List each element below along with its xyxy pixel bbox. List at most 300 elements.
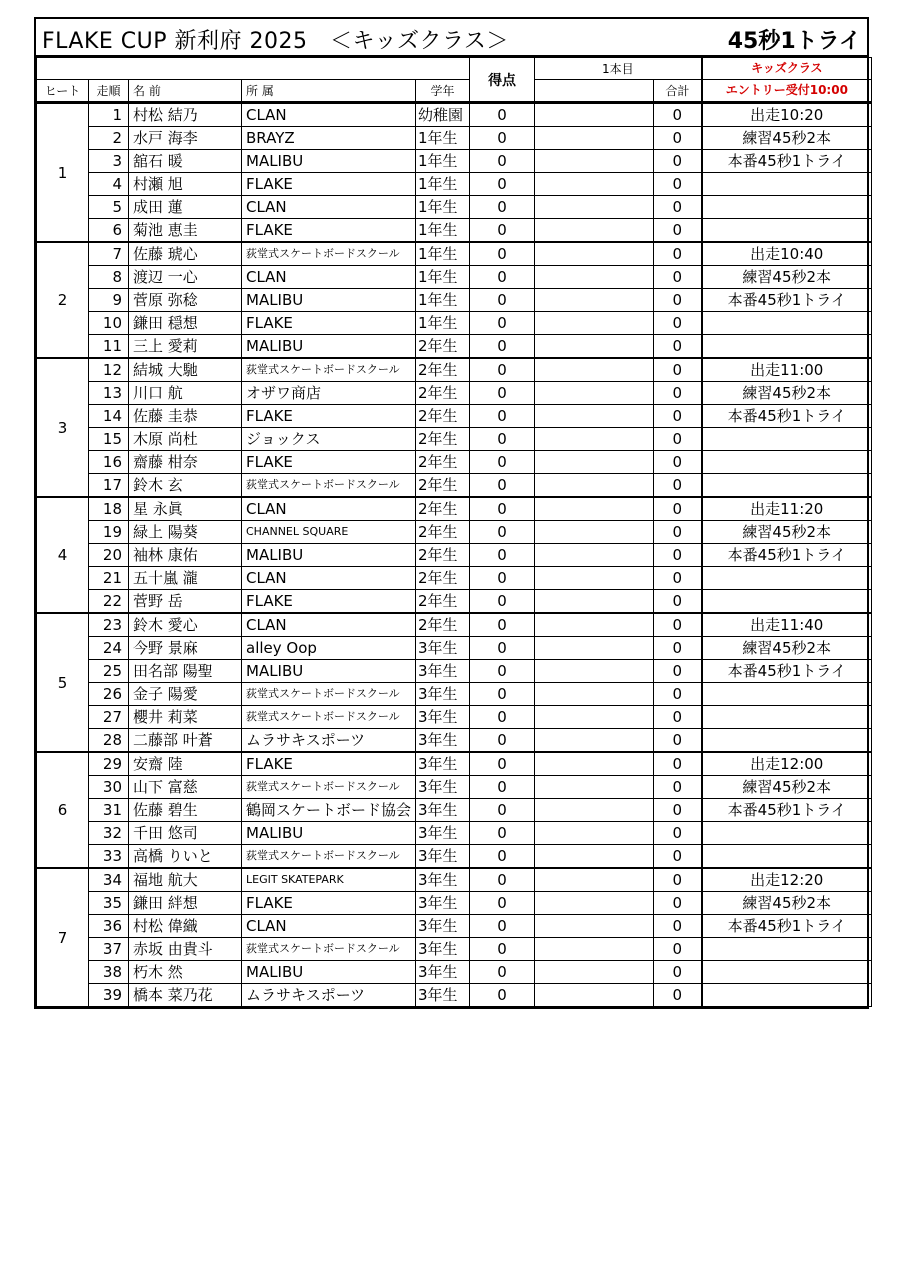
rider-name: 村瀬 旭 <box>129 173 242 196</box>
run1-cell <box>535 706 654 729</box>
rider-team: CLAN <box>242 266 416 289</box>
rider-grade: 幼稚園 <box>416 103 470 127</box>
run-order: 4 <box>89 173 129 196</box>
heat-practice: 練習45秒2本 <box>702 266 872 289</box>
heat-main-run: 本番45秒1トライ <box>702 150 872 173</box>
rider-name: 佐藤 碧生 <box>129 799 242 822</box>
run-order: 9 <box>89 289 129 312</box>
total-cell: 0 <box>654 312 702 335</box>
rider-name: 星 永眞 <box>129 497 242 521</box>
score-cell: 0 <box>470 683 535 706</box>
table-row <box>37 868 872 892</box>
rider-team: 荻堂式スケートボードスクール <box>242 474 416 498</box>
run1-cell <box>535 335 654 359</box>
heat-info <box>702 706 872 729</box>
rider-name: 川口 航 <box>129 382 242 405</box>
heat-main-run: 本番45秒1トライ <box>702 405 872 428</box>
rider-name: 朽木 然 <box>129 961 242 984</box>
run1-cell <box>535 521 654 544</box>
run1-cell <box>535 173 654 196</box>
total-cell: 0 <box>654 822 702 845</box>
score-cell: 0 <box>470 590 535 614</box>
table-row <box>37 776 872 799</box>
run-order: 31 <box>89 799 129 822</box>
rider-name: 赤坂 由貴斗 <box>129 938 242 961</box>
header-score: 得点 <box>470 58 535 102</box>
score-cell: 0 <box>470 868 535 892</box>
score-cell: 0 <box>470 799 535 822</box>
rider-team: FLAKE <box>242 219 416 243</box>
rider-name: 三上 愛莉 <box>129 335 242 359</box>
heat-main-run: 本番45秒1トライ <box>702 660 872 683</box>
table-row <box>37 219 872 243</box>
run-order: 15 <box>89 428 129 451</box>
total-cell: 0 <box>654 544 702 567</box>
total-cell: 0 <box>654 289 702 312</box>
score-cell: 0 <box>470 382 535 405</box>
total-cell: 0 <box>654 173 702 196</box>
rider-name: 鎌田 絆想 <box>129 892 242 915</box>
total-cell: 0 <box>654 103 702 127</box>
rider-name: 成田 蓮 <box>129 196 242 219</box>
heat-main-run: 本番45秒1トライ <box>702 544 872 567</box>
table-row <box>37 892 872 915</box>
run1-cell <box>535 474 654 498</box>
heat-main-run: 本番45秒1トライ <box>702 799 872 822</box>
run-order: 7 <box>89 242 129 266</box>
table-row <box>37 127 872 150</box>
rider-name: 橋本 菜乃花 <box>129 984 242 1007</box>
total-cell: 0 <box>654 752 702 776</box>
table-row <box>37 173 872 196</box>
total-cell: 0 <box>654 729 702 753</box>
rider-team: CLAN <box>242 196 416 219</box>
run1-cell <box>535 915 654 938</box>
rider-name: 結城 大馳 <box>129 358 242 382</box>
run1-cell <box>535 266 654 289</box>
heat-start-time: 出走11:40 <box>702 613 872 637</box>
total-cell: 0 <box>654 938 702 961</box>
run1-cell <box>535 497 654 521</box>
score-cell: 0 <box>470 242 535 266</box>
table-row <box>37 382 872 405</box>
score-cell: 0 <box>470 451 535 474</box>
total-cell: 0 <box>654 660 702 683</box>
run1-cell <box>535 613 654 637</box>
table-row <box>37 822 872 845</box>
score-cell: 0 <box>470 961 535 984</box>
run1-cell <box>535 984 654 1007</box>
run1-cell <box>535 451 654 474</box>
run1-cell <box>535 219 654 243</box>
header-class-label: キッズクラス <box>702 58 872 80</box>
rider-grade: 3年生 <box>416 938 470 961</box>
rider-name: 佐藤 圭恭 <box>129 405 242 428</box>
score-cell: 0 <box>470 312 535 335</box>
rider-grade: 3年生 <box>416 752 470 776</box>
table-row <box>37 613 872 637</box>
header-entry: エントリー受付10:00 <box>702 80 872 102</box>
run1-cell <box>535 103 654 127</box>
rider-team: BRAYZ <box>242 127 416 150</box>
run-order: 35 <box>89 892 129 915</box>
heat-info <box>702 567 872 590</box>
rider-grade: 2年生 <box>416 474 470 498</box>
total-cell: 0 <box>654 776 702 799</box>
rider-name: 田名部 陽聖 <box>129 660 242 683</box>
table-row <box>37 845 872 869</box>
rider-team: FLAKE <box>242 590 416 614</box>
total-cell: 0 <box>654 590 702 614</box>
run-order: 29 <box>89 752 129 776</box>
rider-grade: 2年生 <box>416 451 470 474</box>
total-cell: 0 <box>654 358 702 382</box>
score-cell: 0 <box>470 289 535 312</box>
run1-cell <box>535 799 654 822</box>
score-cell: 0 <box>470 915 535 938</box>
rider-name: 村松 偉織 <box>129 915 242 938</box>
heat-start-time: 出走12:20 <box>702 868 872 892</box>
rider-grade: 3年生 <box>416 683 470 706</box>
run1-cell <box>535 382 654 405</box>
run-order: 16 <box>89 451 129 474</box>
run-order: 26 <box>89 683 129 706</box>
rider-team: MALIBU <box>242 544 416 567</box>
rider-team: オザワ商店 <box>242 382 416 405</box>
total-cell: 0 <box>654 451 702 474</box>
table-row <box>37 266 872 289</box>
rider-team: 鶴岡スケートボード協会 <box>242 799 416 822</box>
run1-cell <box>535 683 654 706</box>
total-cell: 0 <box>654 613 702 637</box>
table-row <box>37 729 872 753</box>
heat-main-run: 本番45秒1トライ <box>702 289 872 312</box>
heat-group <box>37 103 872 242</box>
heat-number: 2 <box>37 242 89 358</box>
rider-team: CLAN <box>242 915 416 938</box>
heat-group <box>37 752 872 868</box>
title-row <box>36 19 867 57</box>
table-row <box>37 799 872 822</box>
heat-group <box>37 613 872 752</box>
total-cell: 0 <box>654 219 702 243</box>
header-order: 走順 <box>89 80 129 102</box>
table-row <box>37 984 872 1007</box>
header-heat: ヒート <box>37 80 89 102</box>
rider-grade: 1年生 <box>416 150 470 173</box>
rider-grade: 2年生 <box>416 358 470 382</box>
run-order: 6 <box>89 219 129 243</box>
rider-name: 五十嵐 瀧 <box>129 567 242 590</box>
rider-name: 村松 結乃 <box>129 103 242 127</box>
rider-grade: 1年生 <box>416 266 470 289</box>
rider-team: ムラサキスポーツ <box>242 984 416 1007</box>
run-order: 24 <box>89 637 129 660</box>
rider-name: 二藤部 叶蒼 <box>129 729 242 753</box>
run-order: 18 <box>89 497 129 521</box>
run1-cell <box>535 961 654 984</box>
score-cell: 0 <box>470 776 535 799</box>
total-cell: 0 <box>654 382 702 405</box>
rider-name: 袖林 康佑 <box>129 544 242 567</box>
table-row <box>37 752 872 776</box>
run-order: 10 <box>89 312 129 335</box>
run-order: 23 <box>89 613 129 637</box>
table-row <box>37 474 872 498</box>
table-row <box>37 544 872 567</box>
score-cell: 0 <box>470 567 535 590</box>
score-cell: 0 <box>470 358 535 382</box>
header-total: 合計 <box>654 80 702 102</box>
total-cell: 0 <box>654 683 702 706</box>
run-order: 2 <box>89 127 129 150</box>
rider-name: 鎌田 穏想 <box>129 312 242 335</box>
score-cell: 0 <box>470 428 535 451</box>
rider-grade: 2年生 <box>416 567 470 590</box>
heat-practice: 練習45秒2本 <box>702 637 872 660</box>
rider-grade: 3年生 <box>416 961 470 984</box>
run-order: 33 <box>89 845 129 869</box>
score-cell: 0 <box>470 544 535 567</box>
rider-team: FLAKE <box>242 173 416 196</box>
total-cell: 0 <box>654 405 702 428</box>
run1-cell <box>535 405 654 428</box>
run1-cell <box>535 590 654 614</box>
rider-name: 齋藤 柑奈 <box>129 451 242 474</box>
run-order: 36 <box>89 915 129 938</box>
score-cell: 0 <box>470 892 535 915</box>
run-order: 19 <box>89 521 129 544</box>
run1-cell <box>535 752 654 776</box>
rider-team: 荻堂式スケートボードスクール <box>242 938 416 961</box>
format-label: 45秒1トライ <box>727 29 861 54</box>
rider-team: FLAKE <box>242 752 416 776</box>
rider-team: alley Oop <box>242 637 416 660</box>
rider-name: 今野 景麻 <box>129 637 242 660</box>
table-row <box>37 196 872 219</box>
rider-grade: 1年生 <box>416 312 470 335</box>
score-cell: 0 <box>470 984 535 1007</box>
heat-number: 6 <box>37 752 89 868</box>
table-row <box>37 637 872 660</box>
rider-team: MALIBU <box>242 961 416 984</box>
run-order: 32 <box>89 822 129 845</box>
table-row <box>37 590 872 614</box>
rider-grade: 3年生 <box>416 637 470 660</box>
rider-grade: 2年生 <box>416 544 470 567</box>
heat-info <box>702 822 872 845</box>
table-row <box>37 242 872 266</box>
heat-practice: 練習45秒2本 <box>702 521 872 544</box>
heat-number: 3 <box>37 358 89 497</box>
score-cell: 0 <box>470 660 535 683</box>
run-order: 11 <box>89 335 129 359</box>
heat-start-time: 出走11:20 <box>702 497 872 521</box>
heat-info <box>702 938 872 961</box>
run-order: 14 <box>89 405 129 428</box>
rider-team: CHANNEL SQUARE <box>242 521 416 544</box>
heat-practice: 練習45秒2本 <box>702 382 872 405</box>
rider-grade: 3年生 <box>416 845 470 869</box>
rider-name: 金子 陽愛 <box>129 683 242 706</box>
run-order: 22 <box>89 590 129 614</box>
run1-cell <box>535 776 654 799</box>
total-cell: 0 <box>654 961 702 984</box>
table-row <box>37 150 872 173</box>
rider-grade: 2年生 <box>416 521 470 544</box>
score-cell: 0 <box>470 103 535 127</box>
run-order: 5 <box>89 196 129 219</box>
heat-info <box>702 683 872 706</box>
total-cell: 0 <box>654 868 702 892</box>
run-order: 8 <box>89 266 129 289</box>
total-cell: 0 <box>654 127 702 150</box>
table-row <box>37 358 872 382</box>
run1-cell <box>535 822 654 845</box>
rider-grade: 3年生 <box>416 822 470 845</box>
heat-number: 5 <box>37 613 89 752</box>
rider-team: CLAN <box>242 613 416 637</box>
heat-number: 4 <box>37 497 89 613</box>
rider-team: LEGIT SKATEPARK <box>242 868 416 892</box>
heat-practice: 練習45秒2本 <box>702 776 872 799</box>
rider-grade: 2年生 <box>416 613 470 637</box>
rider-team: 荻堂式スケートボードスクール <box>242 776 416 799</box>
rider-name: 高橋 りいと <box>129 845 242 869</box>
rider-name: 菅野 岳 <box>129 590 242 614</box>
rider-grade: 3年生 <box>416 915 470 938</box>
heat-table <box>36 57 872 102</box>
run-order: 3 <box>89 150 129 173</box>
score-cell: 0 <box>470 219 535 243</box>
run1-cell <box>535 567 654 590</box>
table-row <box>37 335 872 359</box>
rider-grade: 2年生 <box>416 428 470 451</box>
table-row <box>37 289 872 312</box>
rider-team: 荻堂式スケートボードスクール <box>242 683 416 706</box>
rider-team: CLAN <box>242 567 416 590</box>
rider-name: 渡辺 一心 <box>129 266 242 289</box>
total-cell: 0 <box>654 799 702 822</box>
header-run1-blank <box>535 80 654 102</box>
rider-team: CLAN <box>242 497 416 521</box>
heat-info <box>702 428 872 451</box>
rider-name: 福地 航大 <box>129 868 242 892</box>
run1-cell <box>535 845 654 869</box>
heat-sheet <box>34 17 869 1009</box>
table-row <box>37 497 872 521</box>
heat-info <box>702 219 872 243</box>
rider-team: 荻堂式スケートボードスクール <box>242 706 416 729</box>
run1-cell <box>535 242 654 266</box>
rider-grade: 2年生 <box>416 405 470 428</box>
rider-name: 櫻井 莉菜 <box>129 706 242 729</box>
heat-info <box>702 196 872 219</box>
run1-cell <box>535 150 654 173</box>
run-order: 27 <box>89 706 129 729</box>
table-row <box>37 428 872 451</box>
run1-cell <box>535 127 654 150</box>
heat-start-time: 出走10:40 <box>702 242 872 266</box>
run1-cell <box>535 428 654 451</box>
page-title: FLAKE CUP 新利府 2025 ＜キッズクラス＞ <box>42 29 509 54</box>
rider-team: FLAKE <box>242 892 416 915</box>
rider-grade: 3年生 <box>416 660 470 683</box>
table-row <box>37 312 872 335</box>
total-cell: 0 <box>654 845 702 869</box>
header-name: 名 前 <box>129 80 242 102</box>
total-cell: 0 <box>654 266 702 289</box>
score-cell: 0 <box>470 822 535 845</box>
heat-group <box>37 497 872 613</box>
total-cell: 0 <box>654 428 702 451</box>
rider-name: 水戸 海李 <box>129 127 242 150</box>
rider-grade: 1年生 <box>416 127 470 150</box>
rider-team: MALIBU <box>242 822 416 845</box>
rider-grade: 1年生 <box>416 219 470 243</box>
rider-team: FLAKE <box>242 405 416 428</box>
run1-cell <box>535 544 654 567</box>
total-cell: 0 <box>654 150 702 173</box>
rider-name: 安齋 陸 <box>129 752 242 776</box>
heat-info <box>702 474 872 498</box>
run-order: 1 <box>89 103 129 127</box>
score-cell: 0 <box>470 752 535 776</box>
header-blank <box>37 58 470 80</box>
rider-grade: 1年生 <box>416 242 470 266</box>
heat-start-time: 出走11:00 <box>702 358 872 382</box>
run-order: 25 <box>89 660 129 683</box>
total-cell: 0 <box>654 567 702 590</box>
rider-team: CLAN <box>242 103 416 127</box>
rider-name: 木原 尚杜 <box>129 428 242 451</box>
table-row <box>37 567 872 590</box>
total-cell: 0 <box>654 521 702 544</box>
score-cell: 0 <box>470 706 535 729</box>
table-row <box>37 683 872 706</box>
score-cell: 0 <box>470 637 535 660</box>
score-cell: 0 <box>470 127 535 150</box>
run1-cell <box>535 312 654 335</box>
run-order: 17 <box>89 474 129 498</box>
total-cell: 0 <box>654 706 702 729</box>
rider-name: 千田 悠司 <box>129 822 242 845</box>
rider-team: ムラサキスポーツ <box>242 729 416 753</box>
run-order: 28 <box>89 729 129 753</box>
score-cell: 0 <box>470 845 535 869</box>
rider-name: 菊池 恵圭 <box>129 219 242 243</box>
header-team: 所 属 <box>242 80 416 102</box>
run-order: 21 <box>89 567 129 590</box>
heat-practice: 練習45秒2本 <box>702 127 872 150</box>
heat-group <box>37 868 872 1007</box>
rider-team: 荻堂式スケートボードスクール <box>242 845 416 869</box>
score-cell: 0 <box>470 938 535 961</box>
header-run1: 1本目 <box>535 58 702 80</box>
rider-team: 荻堂式スケートボードスクール <box>242 358 416 382</box>
run-order: 38 <box>89 961 129 984</box>
run1-cell <box>535 196 654 219</box>
total-cell: 0 <box>654 637 702 660</box>
rider-name: 菅原 弥稔 <box>129 289 242 312</box>
heat-main-run: 本番45秒1トライ <box>702 915 872 938</box>
rider-team: MALIBU <box>242 289 416 312</box>
rider-grade: 1年生 <box>416 289 470 312</box>
heat-info <box>702 173 872 196</box>
rider-grade: 2年生 <box>416 335 470 359</box>
total-cell: 0 <box>654 497 702 521</box>
total-cell: 0 <box>654 196 702 219</box>
